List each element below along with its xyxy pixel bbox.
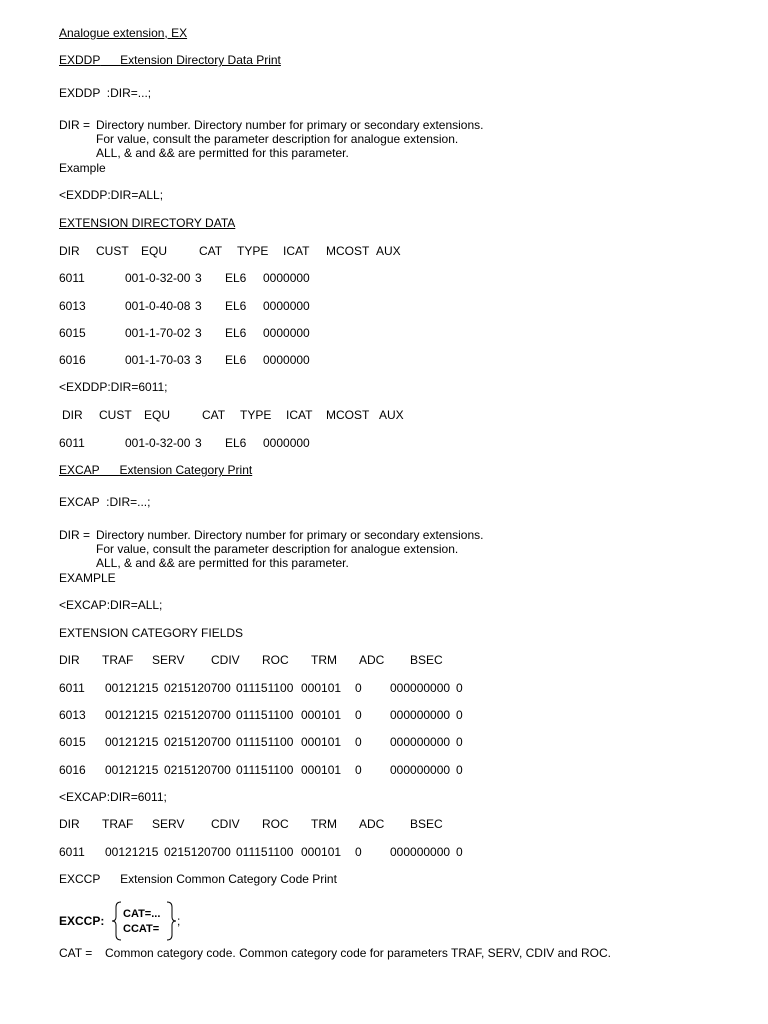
- col-type: TYPE: [237, 244, 269, 258]
- col-mcost: MCOST: [326, 408, 370, 422]
- col-roc: ROC: [262, 817, 289, 831]
- cell-type: EL6: [225, 326, 247, 340]
- table-row: [0, 436, 768, 450]
- cell-adc: 000000000: [390, 708, 451, 722]
- excap-dir-desc-3: ALL, & and && are permitted for this parameter.: [96, 556, 349, 570]
- col-traf: TRAF: [102, 653, 134, 667]
- cell-cat: 3: [195, 326, 202, 340]
- cell-trm: 0: [355, 845, 362, 859]
- exddp-title: Extension Directory Data Print: [120, 53, 281, 67]
- cell-adc: 000000000: [390, 681, 451, 695]
- cell-equ: 001-0-32-00: [125, 271, 191, 285]
- cell-icat: 0000000: [263, 271, 310, 285]
- cell-type: EL6: [225, 436, 247, 450]
- cell-traf: 00121215: [105, 708, 159, 722]
- col-dir: DIR: [59, 244, 80, 258]
- excap-table-header: [0, 653, 768, 667]
- exccp-option-ccat: CCAT=: [123, 923, 160, 935]
- col-cat: CAT: [202, 408, 226, 422]
- col-trm: TRM: [311, 817, 337, 831]
- exccp-syntax-label: EXCCP:: [59, 914, 105, 928]
- exddp-dir-desc-3: ALL, & and && are permitted for this parameter.: [96, 146, 349, 160]
- col-equ: EQU: [141, 244, 168, 258]
- exddp-cmd: EXDDP: [59, 53, 101, 67]
- cell-roc: 000101: [301, 763, 342, 777]
- cell-type: EL6: [225, 271, 247, 285]
- cell-adc: 000000000: [390, 845, 451, 859]
- cell-cdiv: 011151100: [236, 735, 294, 749]
- col-icat: ICAT: [283, 244, 310, 258]
- cell-equ: 001-1-70-03: [125, 353, 191, 367]
- table-row: [0, 763, 768, 777]
- cell-icat: 0000000: [263, 436, 310, 450]
- col-icat: ICAT: [286, 408, 313, 422]
- col-serv: SERV: [152, 653, 185, 667]
- cell-dir: 6015: [59, 735, 86, 749]
- cell-trm: 0: [355, 735, 362, 749]
- col-cust: CUST: [96, 244, 129, 258]
- cell-cdiv: 011151100: [236, 763, 294, 777]
- cell-icat: 0000000: [263, 353, 310, 367]
- exccp-cat-label: CAT =: [59, 946, 93, 960]
- cell-cdiv: 011151100: [236, 681, 294, 695]
- col-equ: EQU: [144, 408, 171, 422]
- col-adc: ADC: [359, 653, 385, 667]
- cell-dir: 6013: [59, 299, 86, 313]
- cell-dir: 6013: [59, 708, 86, 722]
- col-bsec: BSEC: [410, 653, 443, 667]
- col-dir: DIR: [62, 408, 83, 422]
- cell-cdiv: 011151100: [236, 708, 294, 722]
- cell-roc: 000101: [301, 681, 342, 695]
- cell-cat: 3: [195, 271, 202, 285]
- col-aux: AUX: [379, 408, 404, 422]
- cell-dir: 6011: [59, 681, 85, 695]
- exddp-table-title: EXTENSION DIRECTORY DATA: [59, 216, 236, 230]
- col-dir: DIR: [59, 817, 80, 831]
- excap-syntax: EXCAP :DIR=...;: [59, 495, 151, 509]
- excap-table-header-2: [0, 817, 768, 831]
- exddp-title-line: [59, 53, 281, 67]
- cell-serv: 0215120700: [164, 845, 231, 859]
- cell-cat: 3: [195, 299, 202, 313]
- cell-roc: 000101: [301, 708, 342, 722]
- cell-serv: 0215120700: [164, 763, 231, 777]
- cell-trm: 0: [355, 708, 362, 722]
- cell-icat: 0000000: [263, 326, 310, 340]
- cell-adc: 000000000: [390, 735, 451, 749]
- cell-bsec: 0: [456, 845, 463, 859]
- exccp-option-cat: CAT=...: [123, 908, 161, 920]
- cell-serv: 0215120700: [164, 735, 231, 749]
- col-dir: DIR: [59, 653, 80, 667]
- excap-dir-desc-1: Directory number. Directory number for primary or secondary extensions.: [96, 528, 484, 542]
- cell-equ: 001-0-40-08: [125, 299, 191, 313]
- table-row: [0, 735, 768, 749]
- exccp-terminator: ;: [177, 914, 181, 928]
- col-cust: CUST: [99, 408, 132, 422]
- col-aux: AUX: [376, 244, 401, 258]
- table-row: [0, 708, 768, 722]
- cell-serv: 0215120700: [164, 708, 231, 722]
- cell-bsec: 0: [456, 735, 463, 749]
- cell-traf: 00121215: [105, 681, 159, 695]
- cell-equ: 001-1-70-02: [125, 326, 191, 340]
- cell-roc: 000101: [301, 735, 342, 749]
- cell-equ: 001-0-32-00: [125, 436, 191, 450]
- cell-traf: 00121215: [105, 845, 159, 859]
- exccp-title-line: [59, 872, 337, 886]
- cell-trm: 0: [355, 763, 362, 777]
- cell-icat: 0000000: [263, 299, 310, 313]
- cell-bsec: 0: [456, 708, 463, 722]
- excap-example2-cmd: <EXCAP:DIR=6011;: [59, 790, 167, 804]
- cell-dir: 6015: [59, 326, 86, 340]
- excap-cmd: EXCAP: [59, 463, 100, 477]
- excap-dir-desc-2: For value, consult the parameter description for analogue extension.: [96, 542, 459, 556]
- col-bsec: BSEC: [410, 817, 443, 831]
- cell-dir: 6011: [59, 845, 85, 859]
- cell-cat: 3: [195, 353, 202, 367]
- cell-cdiv: 011151100: [236, 845, 294, 859]
- col-traf: TRAF: [102, 817, 134, 831]
- col-roc: ROC: [262, 653, 289, 667]
- exccp-cmd: EXCCP: [59, 872, 101, 886]
- exddp-dir-desc-1: Directory number. Directory number for primary or secondary extensions.: [96, 118, 484, 132]
- col-cat: CAT: [199, 244, 223, 258]
- exddp-example1-cmd: <EXDDP:DIR=ALL;: [59, 188, 164, 202]
- table-row: [0, 845, 768, 859]
- cell-adc: 000000000: [390, 763, 451, 777]
- excap-dir-label: DIR =: [59, 528, 91, 542]
- exccp-cat-desc: Common category code. Common category code for parameters TRAF, SERV, CDIV and ROC.: [105, 946, 611, 960]
- col-adc: ADC: [359, 817, 385, 831]
- cell-traf: 00121215: [105, 763, 159, 777]
- excap-title-line: [59, 463, 252, 477]
- excap-title: Extension Category Print: [119, 463, 253, 477]
- cell-dir: 6016: [59, 353, 86, 367]
- table-row: [0, 681, 768, 695]
- exddp-example-label: Example: [59, 161, 106, 175]
- col-type: TYPE: [240, 408, 272, 422]
- cell-type: EL6: [225, 353, 247, 367]
- excap-table-title: EXTENSION CATEGORY FIELDS: [59, 626, 244, 640]
- exccp-syntax: [59, 898, 199, 944]
- exddp-syntax: EXDDP :DIR=...;: [59, 86, 152, 100]
- cell-bsec: 0: [456, 763, 463, 777]
- exddp-table-header: [0, 244, 768, 258]
- excap-example1-cmd: <EXCAP:DIR=ALL;: [59, 598, 163, 612]
- col-serv: SERV: [152, 817, 185, 831]
- cell-roc: 000101: [301, 845, 342, 859]
- col-cdiv: CDIV: [211, 817, 240, 831]
- excap-example-label: EXAMPLE: [59, 571, 116, 585]
- table-row: [0, 326, 768, 340]
- col-mcost: MCOST: [326, 244, 370, 258]
- exddp-table-header-2: [0, 408, 768, 422]
- exddp-dir-desc-2: For value, consult the parameter description for analogue extension.: [96, 132, 459, 146]
- col-trm: TRM: [311, 653, 337, 667]
- cell-traf: 00121215: [105, 735, 159, 749]
- cell-dir: 6011: [59, 271, 85, 285]
- cell-dir: 6016: [59, 763, 86, 777]
- cell-cat: 3: [195, 436, 202, 450]
- cell-dir: 6011: [59, 436, 85, 450]
- exccp-title: Extension Common Category Code Print: [120, 872, 337, 886]
- exddp-dir-label: DIR =: [59, 118, 91, 132]
- cell-serv: 0215120700: [164, 681, 231, 695]
- exddp-example2-cmd: <EXDDP:DIR=6011;: [59, 380, 168, 394]
- section-heading: Analogue extension, EX: [59, 26, 188, 40]
- col-cdiv: CDIV: [211, 653, 240, 667]
- cell-type: EL6: [225, 299, 247, 313]
- table-row: [0, 353, 768, 367]
- table-row: [0, 299, 768, 313]
- cell-bsec: 0: [456, 681, 463, 695]
- cell-trm: 0: [355, 681, 362, 695]
- table-row: [0, 271, 768, 285]
